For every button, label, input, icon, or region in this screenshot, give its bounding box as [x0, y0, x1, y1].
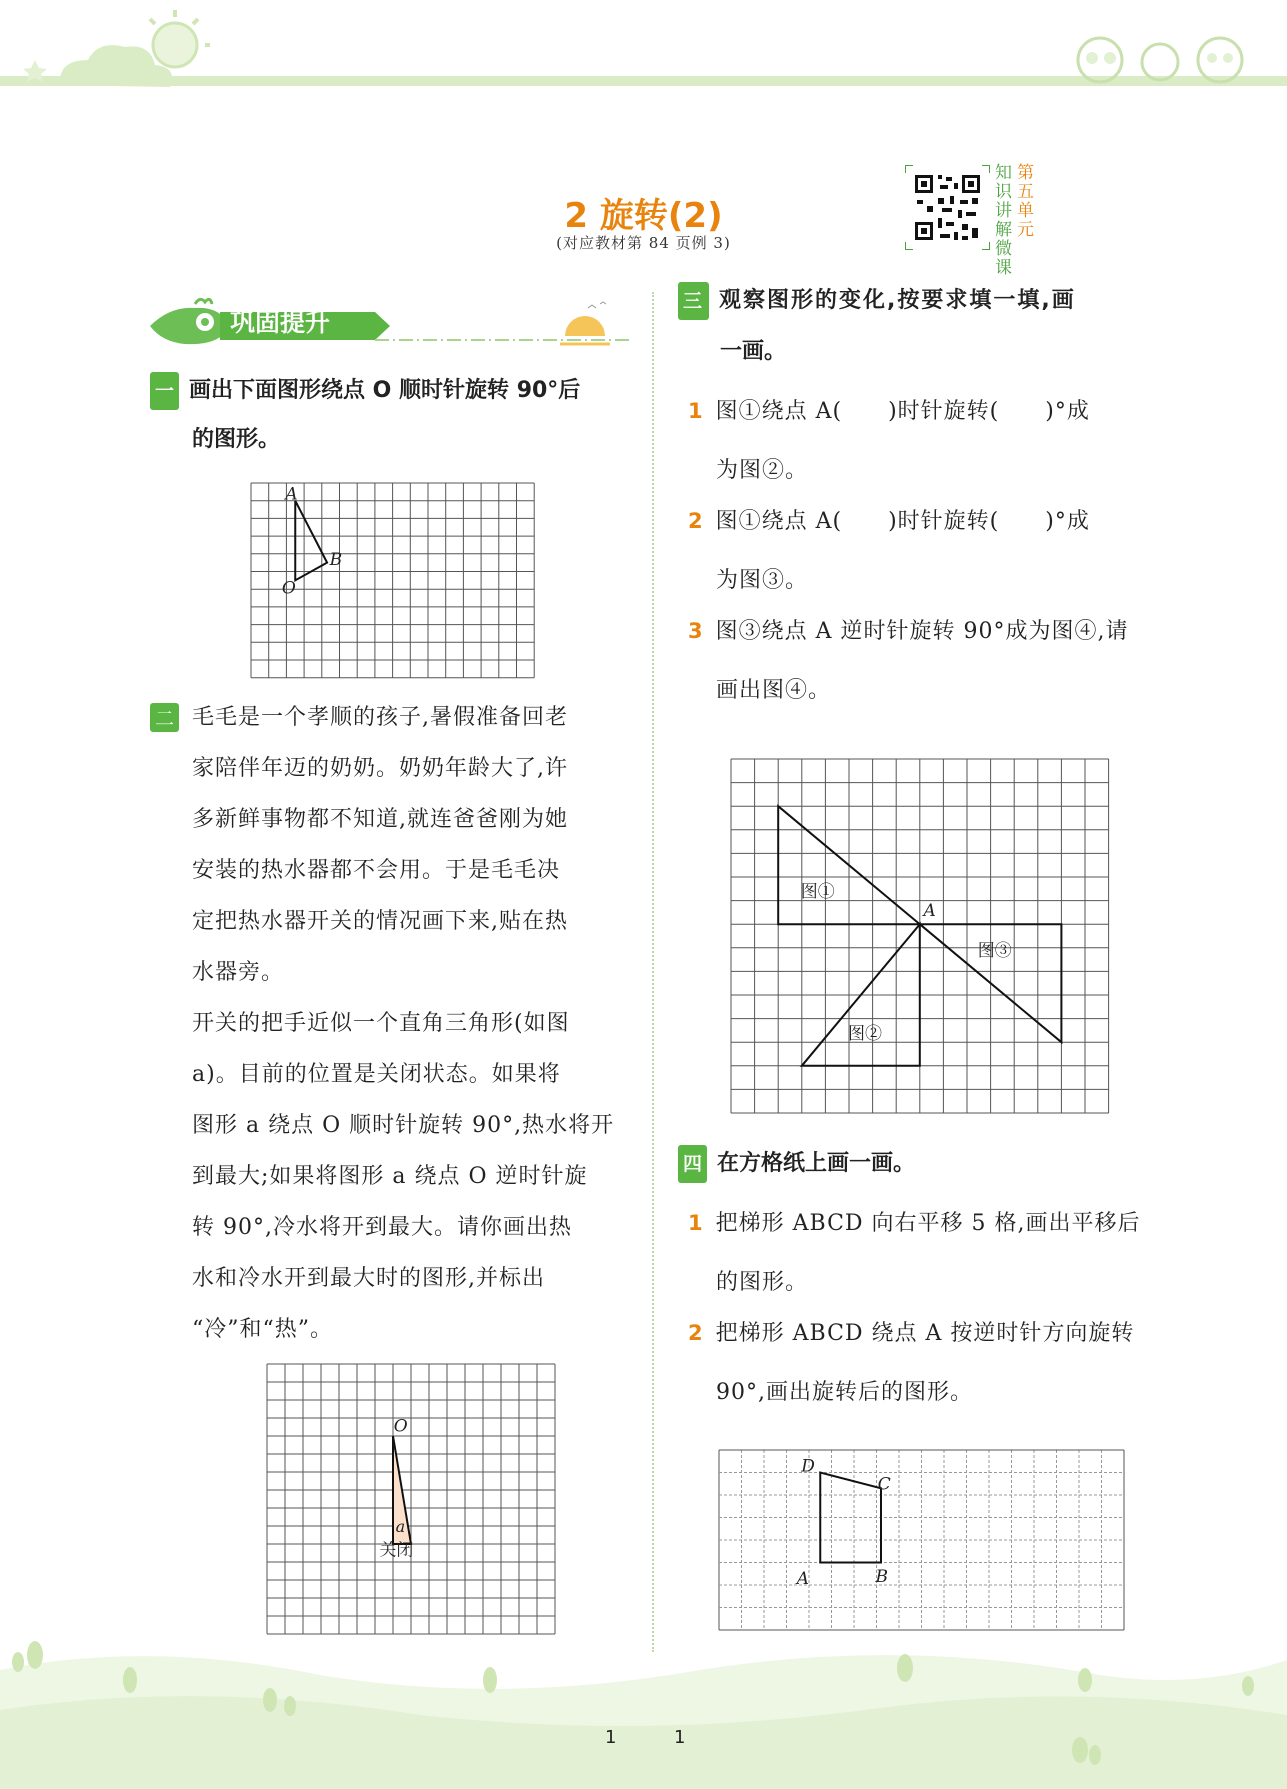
q2-line: 水器旁。: [192, 960, 285, 985]
q1-tag: 一: [150, 372, 179, 410]
page-title: 2 旋转(2): [564, 196, 723, 236]
banner-label: 巩固提升: [230, 308, 331, 337]
item-text: 把梯形 ABCD 绕点 A 按逆时针方向旋转: [715, 1321, 1135, 1346]
item-number: 1: [688, 399, 704, 423]
point-c-label: C: [877, 1474, 891, 1495]
unit-char: 识: [995, 182, 1012, 202]
q3-tag: 三: [678, 282, 709, 320]
grid-q3[interactable]: [730, 758, 1110, 1116]
qr-code[interactable]: [905, 165, 990, 250]
q4-item-2: [688, 1308, 1168, 1418]
section-banner: [150, 296, 630, 356]
item-text-cont: 90°,画出旋转后的图形。: [716, 1380, 973, 1405]
grid-q1[interactable]: [250, 482, 536, 680]
q1-line2: 的图形。: [192, 427, 281, 452]
q3-items: [688, 386, 1168, 716]
q2-tag: 二: [150, 703, 179, 732]
closed-label: 关闭: [379, 1540, 414, 1561]
q3-line2: 一画。: [720, 339, 787, 364]
unit-char: 单: [1017, 201, 1034, 221]
q3-item-1: [688, 386, 1168, 496]
triangle-aob: [295, 501, 327, 581]
sun-icon: [150, 10, 210, 67]
point-a-label: A: [285, 484, 298, 505]
figure-3-label: 图③: [977, 941, 1012, 962]
animals-decoration: [1060, 20, 1270, 85]
item-number: 1: [688, 1211, 704, 1235]
sunset-icon: [560, 302, 610, 344]
point-o-label: O: [393, 1416, 408, 1437]
micro-lesson-label: [995, 164, 1039, 278]
item-text-cont: 的图形。: [716, 1270, 809, 1295]
q2-line: “冷”和“热”。: [192, 1317, 333, 1342]
page-subtitle: (对应教材第 84 页例 3): [556, 234, 731, 252]
q4-item-1: [688, 1198, 1168, 1308]
q2-line: 图形 a 绕点 O 顺时针旋转 90°,热水将开: [192, 1113, 615, 1138]
q2-text: [192, 692, 672, 1355]
item-text: 图①绕点 A( )时针旋转( )°成: [715, 509, 1090, 534]
item-number: 2: [688, 509, 704, 533]
item-number: 3: [688, 619, 704, 643]
point-d-label: D: [801, 1456, 815, 1477]
q2-line: 定把热水器开关的情况画下来,贴在热: [192, 909, 568, 934]
unit-char: 五: [1017, 182, 1034, 202]
point-b-label: B: [329, 550, 343, 571]
item-text-cont: 画出图④。: [716, 678, 832, 703]
q3-item-2: [688, 496, 1168, 606]
grid-q4[interactable]: [718, 1449, 1128, 1631]
point-b-label: B: [875, 1566, 888, 1587]
whale-icon: [150, 299, 230, 344]
q4-tag: 四: [678, 1145, 707, 1183]
figure-a-label: a: [395, 1517, 406, 1537]
q3-line1: 观察图形的变化,按要求填一填,画: [719, 288, 1076, 313]
grid-q2[interactable]: [266, 1363, 556, 1635]
q2-line: 家陪伴年迈的奶奶。奶奶年龄大了,许: [192, 756, 568, 781]
star-icon: [23, 60, 47, 82]
unit-char: 解: [995, 220, 1012, 240]
q2-line: 多新鲜事物都不知道,就连爸爸刚为她: [192, 807, 568, 832]
point-a-label: A: [923, 901, 936, 922]
q2-line: 水和冷水开到最大时的图形,并标出: [192, 1266, 545, 1291]
point-a-label: A: [796, 1569, 810, 1589]
item-text: 图③绕点 A 逆时针旋转 90°成为图④,请: [715, 619, 1129, 644]
q2-line: 毛毛是一个孝顺的孩子,暑假准备回老: [192, 705, 568, 730]
item-number: 2: [688, 1321, 704, 1345]
q4-line1: 在方格纸上画一画。: [717, 1151, 916, 1176]
footer-landscape: [0, 1620, 1287, 1789]
cloud-sun-decoration: [20, 5, 210, 100]
point-o-label: O: [281, 578, 296, 599]
q2-line: a)。目前的位置是关闭状态。如果将: [192, 1062, 561, 1087]
q1-line1: 画出下面图形绕点 O 顺时针旋转 90°后: [189, 378, 581, 403]
unit-char: 课: [995, 258, 1012, 278]
unit-char: 微: [995, 239, 1012, 259]
q2-line: 到最大;如果将图形 a 绕点 O 逆时针旋: [192, 1164, 588, 1189]
figure-1-label: 图①: [800, 882, 835, 903]
unit-char: 讲: [995, 201, 1012, 221]
item-text: 图①绕点 A( )时针旋转( )°成: [715, 399, 1090, 424]
item-text-cont: 为图②。: [716, 458, 809, 483]
q2-line: 安装的热水器都不会用。于是毛毛决: [192, 858, 561, 883]
page-number-left: 1: [605, 1727, 617, 1748]
unit-char: 知: [995, 163, 1012, 183]
question-3: [678, 282, 1278, 365]
unit-char: 第: [1017, 163, 1034, 183]
item-text: 把梯形 ABCD 向右平移 5 格,画出平移后: [715, 1211, 1141, 1236]
figure-2-label: 图②: [848, 1023, 882, 1044]
q3-item-3: [688, 606, 1168, 716]
q2-line: 开关的把手近似一个直角三角形(如图: [192, 1011, 570, 1036]
q2-line: 转 90°,冷水将开到最大。请你画出热: [192, 1215, 572, 1240]
pig-face-icon: [1198, 38, 1242, 82]
page-number-right: 1: [674, 1727, 686, 1748]
question-4: [678, 1145, 1278, 1183]
bear-face-icon: [1142, 44, 1178, 80]
question-1: [150, 372, 650, 453]
q4-items: [688, 1198, 1168, 1418]
item-text-cont: 为图③。: [716, 568, 809, 593]
unit-char: 元: [1017, 220, 1034, 240]
